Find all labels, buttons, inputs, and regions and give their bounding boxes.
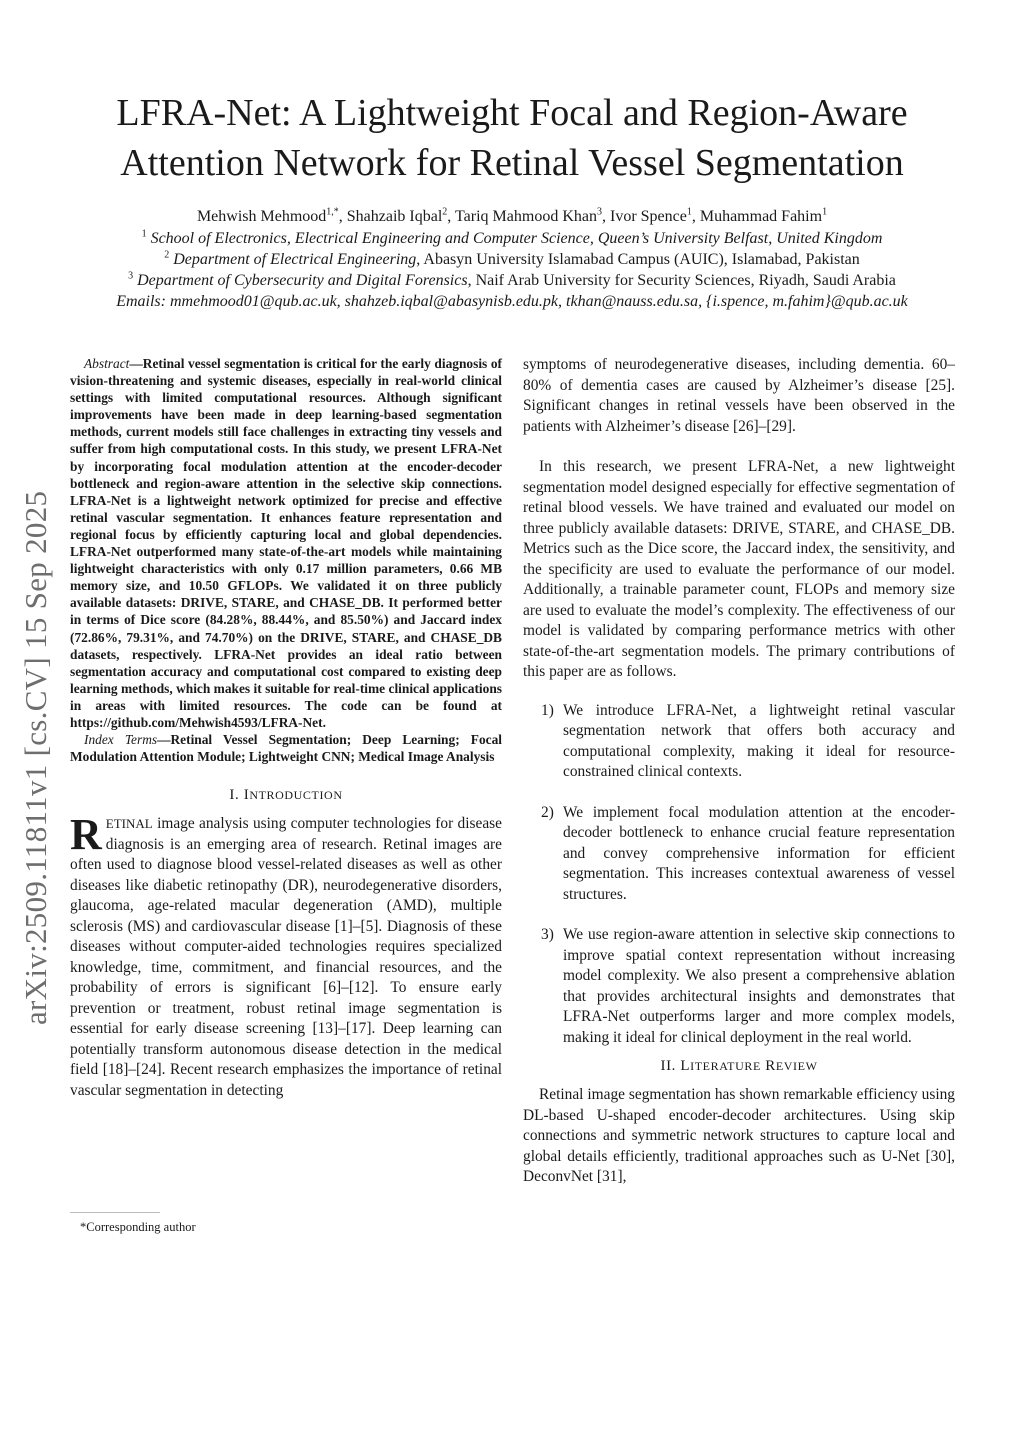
author-block: [0, 206, 1024, 312]
author-affiliation-mark: 1,*: [326, 206, 339, 218]
body-paragraph: symptoms of neurodegenerative diseases, including dementia. 60–80% of dementia cases are caused by Alzheimer’s disease [25]. Significant changes in retinal vessels have been observed in the patients with Alzheimer’s disease [26]–[29].: [523, 356, 955, 435]
affiliation-1: $^1$ School of Electronics, Electrical Engineering and Computer Science, Queen’s University Belfast, United Kingdom: [141, 228, 883, 247]
author-emails: Emails: mmehmood01@qub.ac.uk, shahzeb.iqbal@abasynisb.edu.pk, tkhan@nauss.edu.sa, {i.spence, m.fahim}@qub.ac.uk: [116, 293, 908, 310]
section-heading-literature-review: II. LITERATURE REVIEW: [660, 1058, 818, 1074]
abstract: [70, 355, 502, 765]
footnote-divider: [70, 1212, 160, 1213]
author-name: Mehwish Mehmood: [196, 208, 327, 225]
author-name: Shahzaib Iqbal: [346, 208, 443, 225]
list-item: 3) We use region-aware attention in selective skip connections to improve spatial context representation without increasing model complexity. We also present a comprehensive ablation that provides architectural insights and demonstrates that LFRA-Net outperforms larger and more complex models, making it ideal for clinical deployment in the real world.: [541, 926, 955, 1046]
author-affiliation-mark: 3: [596, 206, 602, 218]
abstract-heading: Abstract: [84, 356, 130, 371]
list-item: 1) We introduce LFRA-Net, a lightweight retinal vascular segmentation network that offers both accuracy and computational complexity, making it ideal for resource-constrained clinical contexts.: [541, 701, 955, 780]
section-heading-introduction: I. INTRODUCTION: [229, 787, 343, 804]
abstract-text: —Retinal vessel segmentation is critical for the early diagnosis of vision-threatening and systemic diseases, especially in real-world clinical settings with limited computational resources. Although significant improvements have been made in deep learning-based segmentation methods, current models still face challenges in extracting tiny vessels and suffer from high computational costs. In this study, we present LFRA-Net by incorporating focal modulation attention at the encoder-decoder bottleneck and region-aware attention in the selective skip connections. LFRA-Net is a lightweight network optimized for precise and effective retinal vascular segmentation. It enhances feature representation and regional focus by efficiently capturing local and global dependencies. LFRA-Net outperformed many state-of-the-art models while maintaining lightweight characteristics with only 0.17 million parameters, 0.66 MB memory size, and 10.50 GFLOPs. We validated it on three publicly available datasets: DRIVE, STARE, and CHASE_DB. It performed better in terms of Dice score (84.28%, 88.44%, and 85.50%) and Jaccard index (72.86%, 79.31%, and 74.70%) on the DRIVE, STARE, and CHASE_DB datasets, respectively. LFRA-Net provides an ideal ratio between segmentation accuracy and computational cost compared to existing deep learning methods, which makes it suitable for real-time clinical applications in areas with limited resources. The code can be found at https://github.com/Mehwish4593/LFRA-Net.: [70, 356, 502, 730]
paper-title: [0, 88, 1024, 188]
arxiv-identifier-stamp: arXiv:2509.11811v1 [cs.CV] 15 Sep 2025: [18, 490, 53, 1025]
author-list: Mehwish Mehmood$^{1,*}$, Shahzaib Iqbal$^2$, Tariq Mahmood Khan$^3$, Ivor Spence$^1$, Muhammad Fahim$^1$: [196, 206, 828, 225]
contributions-list: [523, 701, 955, 1049]
body-paragraph: Retinal image segmentation has shown remarkable efficiency using DL-based U-shaped encoder-decoder architectures. Using skip connections and symmetric network structures to capture local and global details efficiently, traditional approaches such as U-Net [30], DeconvNet [31],: [523, 1086, 955, 1185]
body-paragraph: In this research, we present LFRA-Net, a new lightweight segmentation model designed especially for effective segmentation of retinal blood vessels. We have trained and evaluated our model on three publicly available datasets: DRIVE, STARE, and CHASE_DB. Metrics such as the Dice score, the Jaccard index, the sensitivity, and the specificity are used to evaluate the performance of our model. Additionally, a trainable parameter count, FLOPs and memory size are used to evaluate the model’s complexity. The effectiveness of our model is validated by comparing performance metrics with other state-of-the-art segmentation models. The primary contributions of this paper are as follows.: [523, 458, 955, 680]
affiliation-3: $^3$ Department of Cybersecurity and Digital Forensics, Naif Arab University for Security Sciences, Riyadh, Saudi Arabia: [128, 270, 896, 289]
introduction-paragraph: RETINAL image analysis using computer technologies for disease diagnosis is an emerging area of research. Retinal images are often used to diagnose blood vessel-related diseases as well as other diseases like diabetic retinopathy (DR), neurodegenerative disorders, glaucoma, age-related macular degeneration (AMD), multiple sclerosis (MS) and cardiovascular disease [1]–[5]. Diagnosis of these diseases without computer-aided technologies requires specialized knowledge, time, commitment, and financial resources, and the probability of errors is significant [6]–[12]. To ensure early prevention or treatment, robust retinal image segmentation is essential for early disease screening [13]–[17]. Deep learning can potentially transform autonomous disease detection in the medical field [18]–[24]. Recent research emphasizes the importance of retinal vascular segmentation in detecting: [70, 810, 502, 1099]
index-terms-text: —Retinal Vessel Segmentation; Deep Learning; Focal Modulation Attention Module; Lightweight CNN; Medical Image Analysis: [70, 732, 502, 765]
author-affiliation-mark: 1: [822, 206, 828, 218]
title-line-1: LFRA-Net: A Lightweight Focal and Region-Aware: [116, 92, 908, 134]
author-affiliation-mark: 1: [686, 206, 692, 218]
left-column: [70, 355, 502, 1101]
author-name: Muhammad Fahim: [699, 208, 823, 225]
title-line-2: Attention Network for Retinal Vessel Segmentation: [120, 142, 904, 184]
drop-cap: R: [70, 810, 102, 860]
list-item: 2) We implement focal modulation attention at the encoder-decoder bottleneck to enhance crucial feature representation and convey comprehensive information for efficient segmentation. This increases contextual awareness of vessel structures.: [541, 803, 955, 903]
author-name: Ivor Spence: [609, 208, 687, 225]
right-column: [523, 355, 955, 1188]
author-affiliation-mark: 2: [442, 206, 448, 218]
footnote: *Corresponding author: [80, 1220, 196, 1234]
author-name: Tariq Mahmood Khan: [455, 208, 597, 225]
affiliation-2: $^2$ Department of Electrical Engineering, Abasyn University Islamabad Campus (AUIC), Islamabad, Pakistan: [164, 249, 860, 268]
index-terms-heading: Index Terms: [84, 732, 158, 748]
